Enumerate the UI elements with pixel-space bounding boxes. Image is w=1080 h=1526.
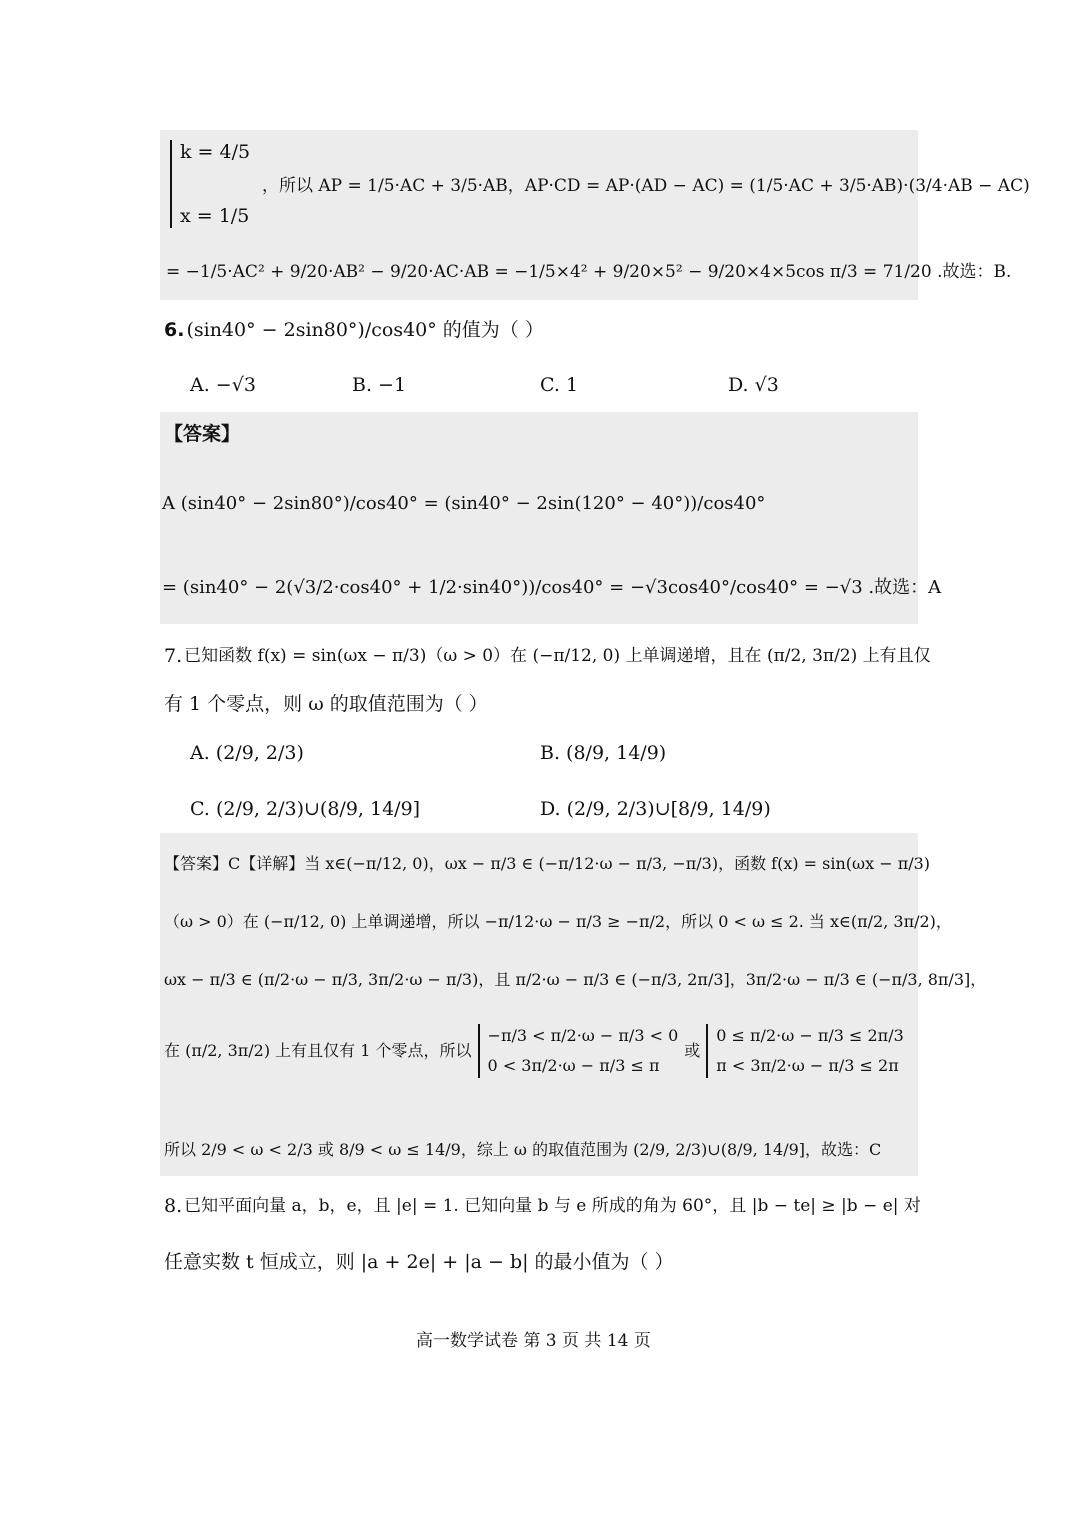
q6-option-b: B. −1 <box>352 374 407 396</box>
q8-stem-line-1 <box>164 1194 921 1218</box>
q6-option-d: D. √3 <box>728 374 779 396</box>
q7-sys1-a: −π/3 < π/2·ω − π/3 < 0 <box>487 1026 679 1045</box>
q7-number: 7. <box>164 645 183 667</box>
q6-stem-text: (sin40° − 2sin80°)/cos40° 的值为（ ） <box>186 319 544 341</box>
q7-solution-line-5: 所以 2/9 < ω < 2/3 或 8/9 < ω ≤ 14/9，综上 ω 的取值范围为 (2/9, 2/3)∪(8/9, 14/9]，故选：C <box>164 1140 882 1159</box>
q7-stem-text-1: 已知函数 f(x) = sin(ωx − π/3)（ω > 0）在 (−π/12, 0) 上单调递增，且在 (π/2, 3π/2) 上有且仅 <box>184 646 931 666</box>
q7-system-2 <box>706 1024 903 1078</box>
q7-option-c: C. (2/9, 2/3)∪(8/9, 14/9] <box>190 798 421 820</box>
q7-sol4-or: 或 <box>684 1041 701 1060</box>
sys-x: x = 1/5 <box>180 205 250 227</box>
q7-option-a: A. (2/9, 2/3) <box>190 742 304 764</box>
q7-system-1 <box>478 1024 679 1078</box>
q6-option-a: A. −√3 <box>190 374 256 396</box>
q7-option-b: B. (8/9, 14/9) <box>540 742 667 764</box>
q6-solution-line-2: = (sin40° − 2(√3/2·cos40° + 1/2·sin40°))/cos40° = −√3cos40°/cos40° = −√3 .故选：A <box>162 577 942 598</box>
q7-solution-line-2: （ω > 0）在 (−π/12, 0) 上单调递增，所以 −π/12·ω − π/3 ≥ −π/2，所以 0 < ω ≤ 2. 当 x∈(π/2, 3π/2)， <box>164 912 952 931</box>
q6-number: 6. <box>164 319 185 341</box>
q6-answer-label: 【答案】 <box>164 423 241 445</box>
sys-k: k = 4/5 <box>180 141 251 163</box>
top-line-2: = −1/5·AC² + 9/20·AB² − 9/20·AC·AB = −1/5×4² + 9/20×5² − 9/20×4×5cos π/3 = 71/20 .故选：B. <box>166 262 1012 282</box>
q7-stem-line-2: 有 1 个零点，则 ω 的取值范围为（ ） <box>164 693 488 715</box>
q7-sol4-prefix: 在 (π/2, 3π/2) 上有且仅有 1 个零点，所以 <box>164 1041 472 1060</box>
q6-stem <box>164 318 544 342</box>
q7-stem-line-1 <box>164 644 931 668</box>
q7-sys2-a: 0 ≤ π/2·ω − π/3 ≤ 2π/3 <box>716 1026 904 1045</box>
q8-stem-line-2: 任意实数 t 恒成立，则 |a + 2e| + |a − b| 的最小值为（ ） <box>164 1251 674 1273</box>
q7-sys2-b: π < 3π/2·ω − π/3 ≤ 2π <box>716 1056 899 1075</box>
top-system <box>166 140 254 228</box>
top-line-1: ，所以 AP = 1/5·AC + 3/5·AB，AP·CD = AP·(AD − AC) = (1/5·AC + 3/5·AB)·(3/4·AB − AC) <box>262 176 1030 196</box>
q8-number: 8. <box>164 1195 183 1217</box>
q6-solution-line-1: A (sin40° − 2sin80°)/cos40° = (sin40° − 2sin(120° − 40°))/cos40° <box>162 493 766 514</box>
page-footer: 高一数学试卷 第 3 页 共 14 页 <box>416 1331 651 1351</box>
q6-option-c: C. 1 <box>540 374 579 396</box>
solution-shade-q7 <box>160 833 918 1176</box>
q7-option-d: D. (2/9, 2/3)∪[8/9, 14/9) <box>540 798 771 820</box>
q7-sys1-b: 0 < 3π/2·ω − π/3 ≤ π <box>487 1056 660 1075</box>
q7-solution-line-1: 【答案】C【详解】当 x∈(−π/12, 0)，ωx − π/3 ∈ (−π/12·ω − π/3, −π/3)，函数 f(x) = sin(ωx − π/3) <box>164 854 931 873</box>
q7-solution-line-3: ωx − π/3 ∈ (π/2·ω − π/3, 3π/2·ω − π/3)，且 π/2·ω − π/3 ∈ (−π/3, 2π/3]，3π/2·ω − π/3 ∈ (−π/3, 8π/3]， <box>164 970 987 989</box>
q7-solution-line-4 <box>164 1024 908 1078</box>
q8-stem-text-1: 已知平面向量 a，b，e，且 |e| = 1. 已知向量 b 与 e 所成的角为 60°，且 |b − te| ≥ |b − e| 对 <box>184 1196 921 1216</box>
